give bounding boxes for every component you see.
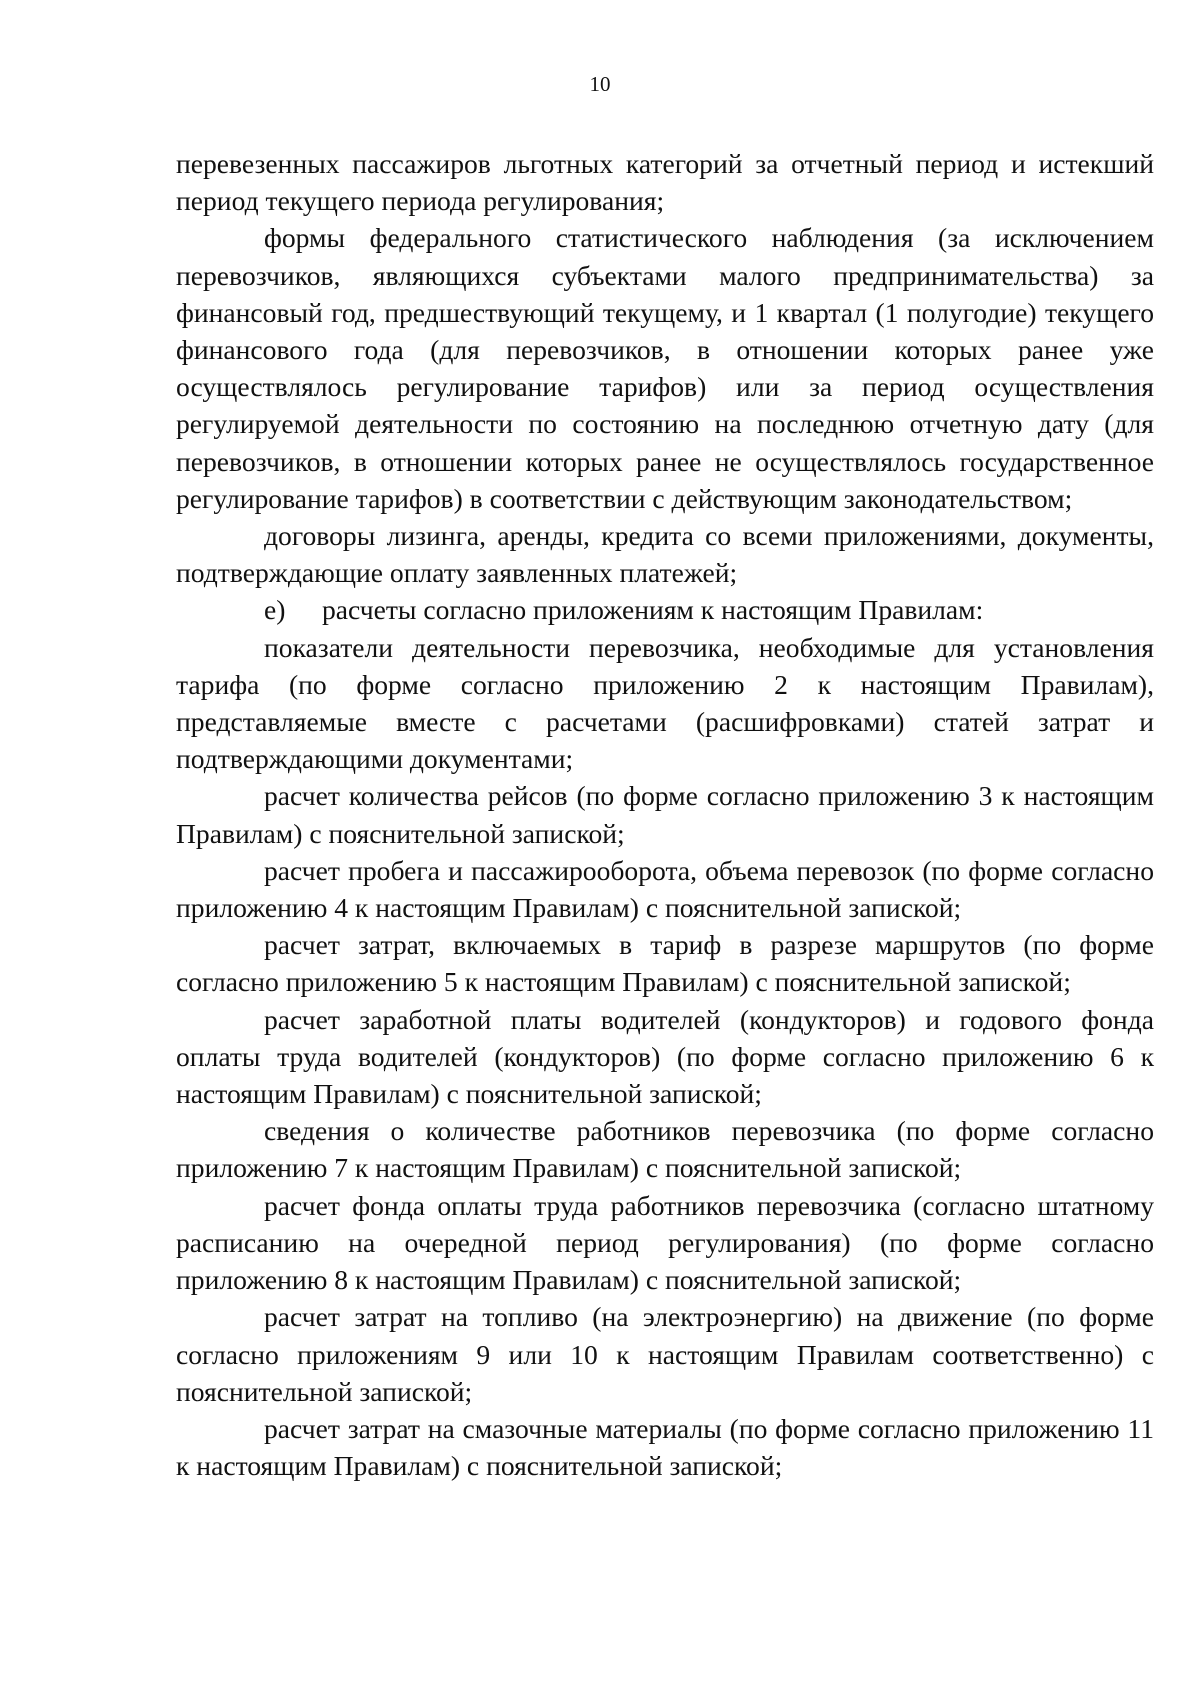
paragraph-trips-calculation: расчет количества рейсов (по форме согласно приложению 3 к настоящим Правилам) с пояснительной запиской; [176,780,1154,849]
list-item-e-letter: е) [264,594,286,626]
paragraph-statistical-forms: формы федерального статистического наблюдения (за исключением перевозчиков, являющихся субъектами малого предпринимательства) за финансовый год, предшествующий текущему, и 1 квартал (1 полугодие) текущего финансового года (для перевозчиков, в отношении которых ранее уже осуществлялось регулирование тарифов) или за период осуществления регулируемой деятельности по состоянию на последнюю отчетную дату (для перевозчиков, в отношении которых ранее не осуществлялось государственное регулирование тарифов) в соответствии с действующим законодательством; [176,222,1154,514]
paragraph-leasing-contracts: договоры лизинга, аренды, кредита со всеми приложениями, документы, подтверждающие оплату заявленных платежей; [176,520,1154,589]
paragraph-lubricants-costs: расчет затрат на смазочные материалы (по форме согласно приложению 11 к настоящим Правилам) с пояснительной запиской; [176,1412,1154,1482]
paragraph-costs-calculation: расчет затрат, включаемых в тариф в разрезе маршрутов (по форме согласно приложению 5 к настоящим Правилам) с пояснительной запиской; [176,929,1154,998]
paragraph-fuel-costs: расчет затрат на топливо (на электроэнергию) на движение (по форме согласно приложениям 9 или 10 к настоящим Правилам соответственно) с пояснительной запиской; [176,1301,1154,1407]
paragraph-payroll-fund: расчет фонда оплаты труда работников перевозчика (согласно штатному расписанию на очередной период регулирования) (по форме согласно приложению 8 к настоящим Правилам) с пояснительной запиской; [176,1189,1154,1296]
page-number: 10 [589,72,611,96]
paragraph-employees-count: сведения о количестве работников перевозчика (по форме согласно приложению 7 к настоящим Правилам) с пояснительной запиской; [176,1115,1154,1184]
document-body [176,145,1154,1484]
paragraph-carrier-indicators: показатели деятельности перевозчика, необходимые для установления тарифа (по форме согласно приложению 2 к настоящим Правилам), представляемые вместе с расчетами (расшифровками) статей затрат и подтверждающими документами; [176,631,1154,775]
paragraph-drivers-salary: расчет заработной платы водителей (кондукторов) и годового фонда оплаты труда водителей (кондукторов) (по форме согласно приложению 6 к настоящим Правилам) с пояснительной запиской; [176,1003,1154,1110]
list-item-e-text: расчеты согласно приложениям к настоящим Правилам: [322,594,984,626]
paragraph-continuation: перевезенных пассажиров льготных категорий за отчетный период и истекший период текущего периода регулирования; [176,148,1154,217]
paragraph-mileage-calculation: расчет пробега и пассажирооборота, объема перевозок (по форме согласно приложению 4 к настоящим Правилам) с пояснительной запиской; [176,854,1154,924]
list-item-e [176,591,1154,628]
